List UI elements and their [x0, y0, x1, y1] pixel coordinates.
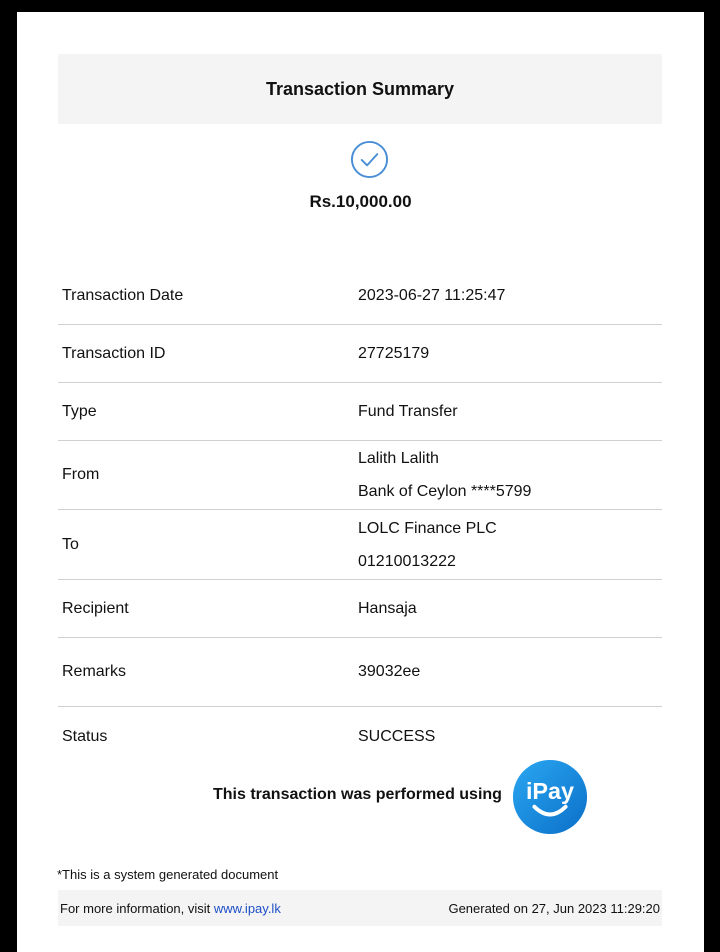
to-account: 01210013222	[358, 552, 456, 570]
row-transaction-date	[58, 268, 662, 325]
row-recipient	[58, 580, 662, 638]
performed-using-text: This transaction was performed using	[213, 786, 502, 803]
to-label: To	[62, 535, 79, 553]
status-label: Status	[62, 728, 108, 745]
from-account: Bank of Ceylon ****5799	[358, 483, 532, 500]
row-transaction-id	[58, 325, 662, 383]
status-value: SUCCESS	[358, 728, 436, 745]
recipient-label: Recipient	[62, 599, 129, 617]
from-label: From	[62, 466, 100, 483]
ipay-website-link[interactable]: www.ipay.lk	[213, 900, 281, 916]
type-value: Fund Transfer	[358, 402, 458, 420]
check-circle-icon	[350, 140, 389, 179]
type-label: Type	[62, 402, 97, 420]
ipay-logo-text: iPay	[525, 777, 575, 804]
document-page	[17, 12, 704, 952]
details-table	[58, 268, 662, 767]
footer-info	[60, 901, 281, 916]
row-from	[58, 441, 662, 510]
transaction-amount: Rs.10,000.00	[309, 192, 412, 211]
footer-band	[58, 890, 662, 926]
system-generated-note: *This is a system generated document	[57, 867, 279, 882]
footer-info-prefix: For more information, visit	[60, 900, 214, 916]
transaction-id-label: Transaction ID	[62, 344, 166, 362]
ipay-logo-icon	[511, 758, 589, 836]
header-band	[58, 54, 662, 124]
transaction-id-value: 27725179	[358, 344, 430, 362]
from-name: Lalith Lalith	[358, 450, 439, 467]
page-title: Transaction Summary	[265, 78, 455, 99]
transaction-date-value: 2023-06-27 11:25:47	[358, 287, 506, 304]
to-value	[358, 512, 662, 578]
from-value	[358, 442, 662, 508]
to-name: LOLC Finance PLC	[358, 519, 497, 537]
remarks-value: 39032ee	[358, 663, 421, 680]
remarks-label: Remarks	[62, 663, 127, 680]
generated-timestamp: Generated on 27, Jun 2023 11:29:20	[448, 900, 660, 916]
recipient-value: Hansaja	[358, 599, 417, 617]
transaction-date-label: Transaction Date	[62, 287, 184, 304]
row-remarks	[58, 638, 662, 707]
row-type	[58, 383, 662, 441]
row-to	[58, 510, 662, 580]
